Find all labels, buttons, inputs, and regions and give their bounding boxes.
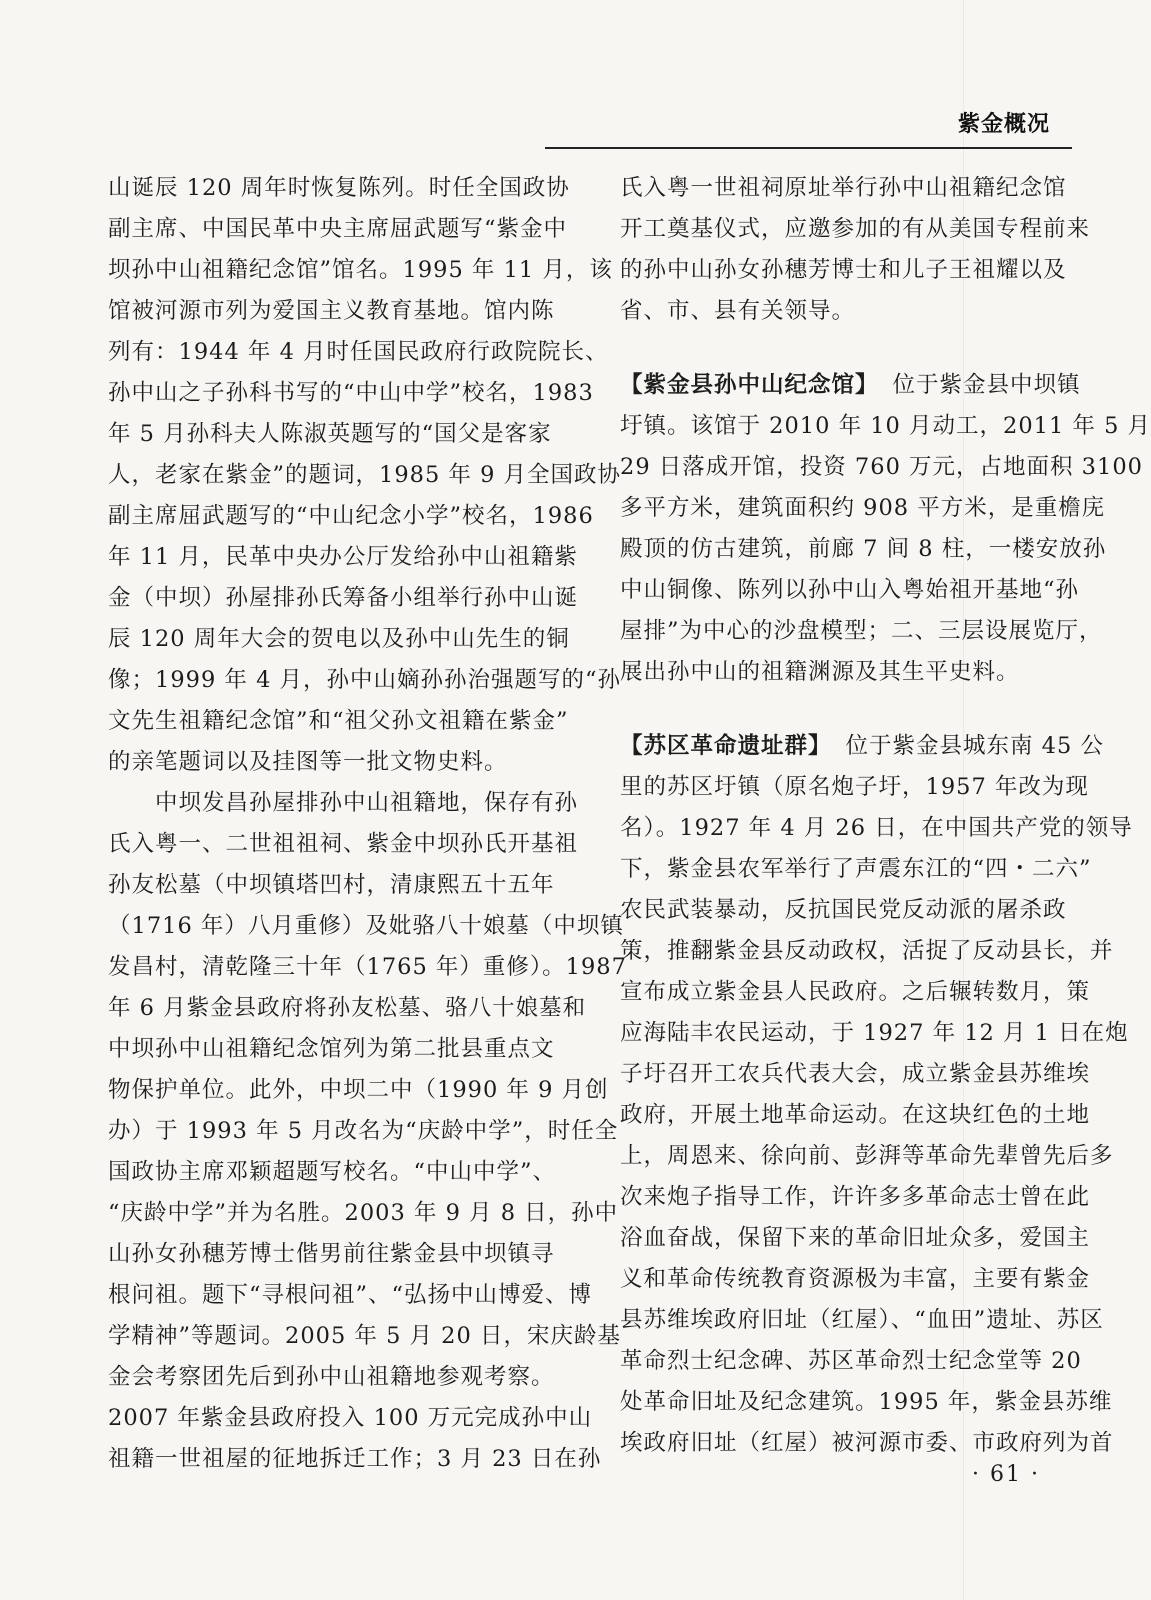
text-line: 办）于 1993 年 5 月改名为“庆龄中学”，时任全 xyxy=(108,1118,619,1144)
text-line: 策，推翻紫金县反动政权，活捉了反动县长，并 xyxy=(620,938,1114,964)
text-line: 次来炮子指导工作，许许多多革命志士曾在此 xyxy=(620,1184,1091,1210)
text-line: 浴血奋战，保留下来的革命旧址众多，爱国主 xyxy=(620,1225,1091,1251)
text-line: 下，紫金县农军举行了声震东江的“四・二六” xyxy=(620,856,1092,882)
page-number: · 61 · xyxy=(972,1462,1040,1487)
left-column xyxy=(108,168,627,1480)
section-soviet-revolution-sites xyxy=(620,726,1133,1464)
right-column xyxy=(620,168,1151,1464)
text-line: 多平方米，建筑面积约 908 平方米，是重檐庑 xyxy=(620,495,1106,521)
text-line: 孙中山之子孙科书写的“中山中学”校名，1983 xyxy=(108,380,594,406)
text-line: 人，老家在紫金”的题词，1985 年 9 月全国政协 xyxy=(108,462,622,488)
text-line: 上，周恩来、徐向前、彭湃等革命先辈曾先后多 xyxy=(620,1143,1114,1169)
section-lead-text: 位于紫金县城东南 45 公 xyxy=(845,733,1104,759)
text-line: 屋排”为中心的沙盘模型；二、三层设展览厅， xyxy=(620,618,1103,644)
text-line: 里的苏区圩镇（原名炮子圩，1957 年改为现 xyxy=(620,774,1089,800)
text-line: 开工奠基仪式，应邀参加的有从美国专程前来 xyxy=(620,216,1091,242)
text-line: 年 5 月孙科夫人陈淑英题写的“国父是客家 xyxy=(108,421,552,447)
paragraph-gap xyxy=(620,332,1080,365)
section-first-line xyxy=(620,726,1104,767)
text-line: （1716 年）八月重修）及妣骆八十娘墓（中坝镇 xyxy=(108,913,624,939)
text-line: 文先生祖籍纪念馆”和“祖父孙文祖籍在紫金” xyxy=(108,708,569,734)
text-line: 的亲笔题词以及挂图等一批文物史料。 xyxy=(108,749,508,775)
text-line: 氏入粤一世祖祠原址举行孙中山祖籍纪念馆 xyxy=(620,175,1067,201)
text-line: 县苏维埃政府旧址（红屋）、“血田”遗址、苏区 xyxy=(620,1307,1104,1333)
text-line: 圩镇。该馆于 2010 年 10 月动工，2011 年 5 月 xyxy=(620,413,1151,439)
text-line: 的孙中山孙女孙穗芳博士和儿子王祖耀以及 xyxy=(620,257,1067,283)
text-line: 副主席屈武题写的“中山纪念小学”校名，1986 xyxy=(108,503,594,529)
right-intro-paragraph xyxy=(620,168,1091,332)
text-line: 中坝发昌孙屋排孙中山祖籍地，保存有孙 xyxy=(108,790,579,816)
section-title: 【苏区革命遗址群】 xyxy=(620,733,832,759)
text-line: 中山铜像、陈列以孙中山入粤始祖开基地“孙 xyxy=(620,577,1080,603)
text-line: 年 6 月紫金县政府将孙友松墓、骆八十娘墓和 xyxy=(108,995,587,1021)
text-line: 辰 120 周年大会的贺电以及孙中山先生的铜 xyxy=(108,626,570,652)
text-line: 副主席、中国民革中央主席屈武题写“紫金中 xyxy=(108,216,568,242)
text-line: 国政协主席邓颖超题写校名。“中山中学”、 xyxy=(108,1159,557,1185)
text-line: 农民武装暴动，反抗国民党反动派的屠杀政 xyxy=(620,897,1067,923)
text-line: 坝孙中山祖籍纪念馆”馆名。1995 年 11 月，该 xyxy=(108,257,613,283)
section-title: 【紫金县孙中山纪念馆】 xyxy=(620,372,879,398)
text-line: 2007 年紫金县政府投入 100 万元完成孙中山 xyxy=(108,1405,593,1431)
text-line: 金会考察团先后到孙中山祖籍地参观考察。 xyxy=(108,1364,555,1390)
text-line: 像；1999 年 4 月，孙中山嫡孙孙治强题写的“孙 xyxy=(108,667,622,693)
text-line: 埃政府旧址（红屋）被河源市委、市政府列为首 xyxy=(620,1430,1114,1456)
header-rule xyxy=(545,147,1072,149)
text-line: 中坝孙中山祖籍纪念馆列为第二批县重点文 xyxy=(108,1036,555,1062)
text-line: 展出孙中山的祖籍渊源及其生平史料。 xyxy=(620,659,1020,685)
text-line: 根问祖。题下“寻根问祖”、“弘扬中山博爱、博 xyxy=(108,1282,593,1308)
text-line: 山孙女孙穗芳博士偕男前往紫金县中坝镇寻 xyxy=(108,1241,555,1267)
text-line: 宣布成立紫金县人民政府。之后辗转数月，策 xyxy=(620,979,1091,1005)
text-line: “庆龄中学”并为名胜。2003 年 9 月 8 日，孙中 xyxy=(108,1200,619,1226)
text-line: 山诞辰 120 周年时恢复陈列。时任全国政协 xyxy=(108,175,570,201)
text-line: 氏入粤一、二世祖祖祠、紫金中坝孙氏开基祖 xyxy=(108,831,579,857)
text-line: 政府，开展土地革命运动。在这块红色的土地 xyxy=(620,1102,1091,1128)
text-line: 馆被河源市列为爱国主义教育基地。馆内陈 xyxy=(108,298,555,324)
text-line: 发昌村，清乾隆三十年（1765 年）重修）。1987 xyxy=(108,954,627,980)
text-line: 列有：1944 年 4 月时任国民政府行政院院长、 xyxy=(108,339,609,365)
text-line: 学精神”等题词。2005 年 5 月 20 日，宋庆龄基 xyxy=(108,1323,621,1349)
text-line: 子圩召开工农兵代表大会，成立紫金县苏维埃 xyxy=(620,1061,1091,1087)
text-line: 年 11 月，民革中央办公厅发给孙中山祖籍紫 xyxy=(108,544,578,570)
text-line: 义和革命传统教育资源极为丰富，主要有紫金 xyxy=(620,1266,1091,1292)
text-line: 祖籍一世祖屋的征地拆迁工作；3 月 23 日在孙 xyxy=(108,1446,602,1472)
text-line: 金（中坝）孙屋排孙氏筹备小组举行孙中山诞 xyxy=(108,585,579,611)
text-line: 应海陆丰农民运动，于 1927 年 12 月 1 日在炮 xyxy=(620,1020,1129,1046)
text-line: 省、市、县有关领导。 xyxy=(620,298,856,324)
section-first-line xyxy=(620,365,1080,406)
text-line: 29 日落成开馆，投资 760 万元，占地面积 3100 xyxy=(620,454,1143,480)
text-line: 孙友松墓（中坝镇塔凹村，清康熙五十五年 xyxy=(108,872,555,898)
text-line: 殿顶的仿古建筑，前廊 7 间 8 柱，一楼安放孙 xyxy=(620,536,1107,562)
paragraph-gap xyxy=(620,693,1080,726)
text-line: 物保护单位。此外，中坝二中（1990 年 9 月创 xyxy=(108,1077,609,1103)
text-line: 革命烈士纪念碑、苏区革命烈士纪念堂等 20 xyxy=(620,1348,1082,1374)
running-header-title: 紫金概况 xyxy=(958,112,1051,137)
text-line: 处革命旧址及纪念建筑。1995 年，紫金县苏维 xyxy=(620,1389,1113,1415)
section-sunyatsen-memorial xyxy=(620,365,1151,693)
section-lead-text: 位于紫金县中坝镇 xyxy=(892,372,1081,398)
text-line: 名）。1927 年 4 月 26 日，在中国共产党的领导 xyxy=(620,815,1133,841)
